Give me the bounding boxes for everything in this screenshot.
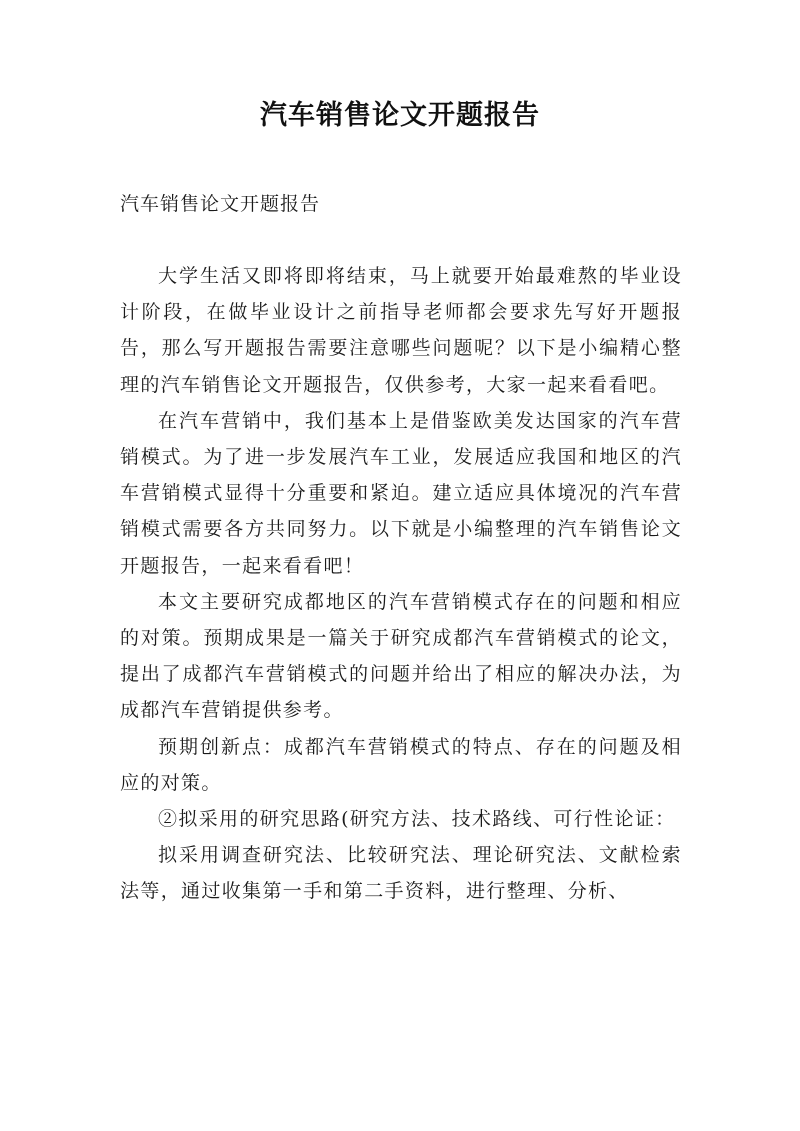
paragraph-research-approach: ②拟采用的研究思路(研究方法、技术路线、可行性论证：	[158, 808, 676, 831]
paragraph-research-scope: 本文主要研究成都地区的汽车营销模式存在的问题和相应的对策。预期成果是一篇关于研究成都汽车营销模式的论文，提出了成都汽车营销模式的问题并给出了相应的解决办法，为成都汽车营销提供参考。	[120, 590, 682, 722]
paragraph-innovation: 预期创新点：成都汽车营销模式的特点、存在的问题及相应的对策。	[120, 735, 682, 794]
document-subtitle: 汽车销售论文开题报告	[120, 193, 321, 215]
document-body	[120, 258, 682, 910]
paragraph-intro: 大学生活又即将即将结束，马上就要开始最难熬的毕业设计阶段，在做毕业设计之前指导老师都会要求先写好开题报告，那么写开题报告需要注意哪些问题呢？以下是小编精心整理的汽车销售论文开题报告，仅供参考，大家一起来看看吧。	[120, 265, 682, 396]
document-title: 汽车销售论文开题报告	[260, 100, 540, 131]
paragraph-methods: 拟采用调查研究法、比较研究法、理论研究法、文献检索法等，通过收集第一手和第二手资料，进行整理、分析、	[120, 844, 682, 903]
paragraph-background: 在汽车营销中，我们基本上是借鉴欧美发达国家的汽车营销模式。为了进一步发展汽车工业，发展适应我国和地区的汽车营销模式显得十分重要和紧迫。建立适应具体境况的汽车营销模式需要各方共同努力。以下就是小编整理的汽车销售论文开题报告，一起来看看吧！	[120, 409, 682, 577]
